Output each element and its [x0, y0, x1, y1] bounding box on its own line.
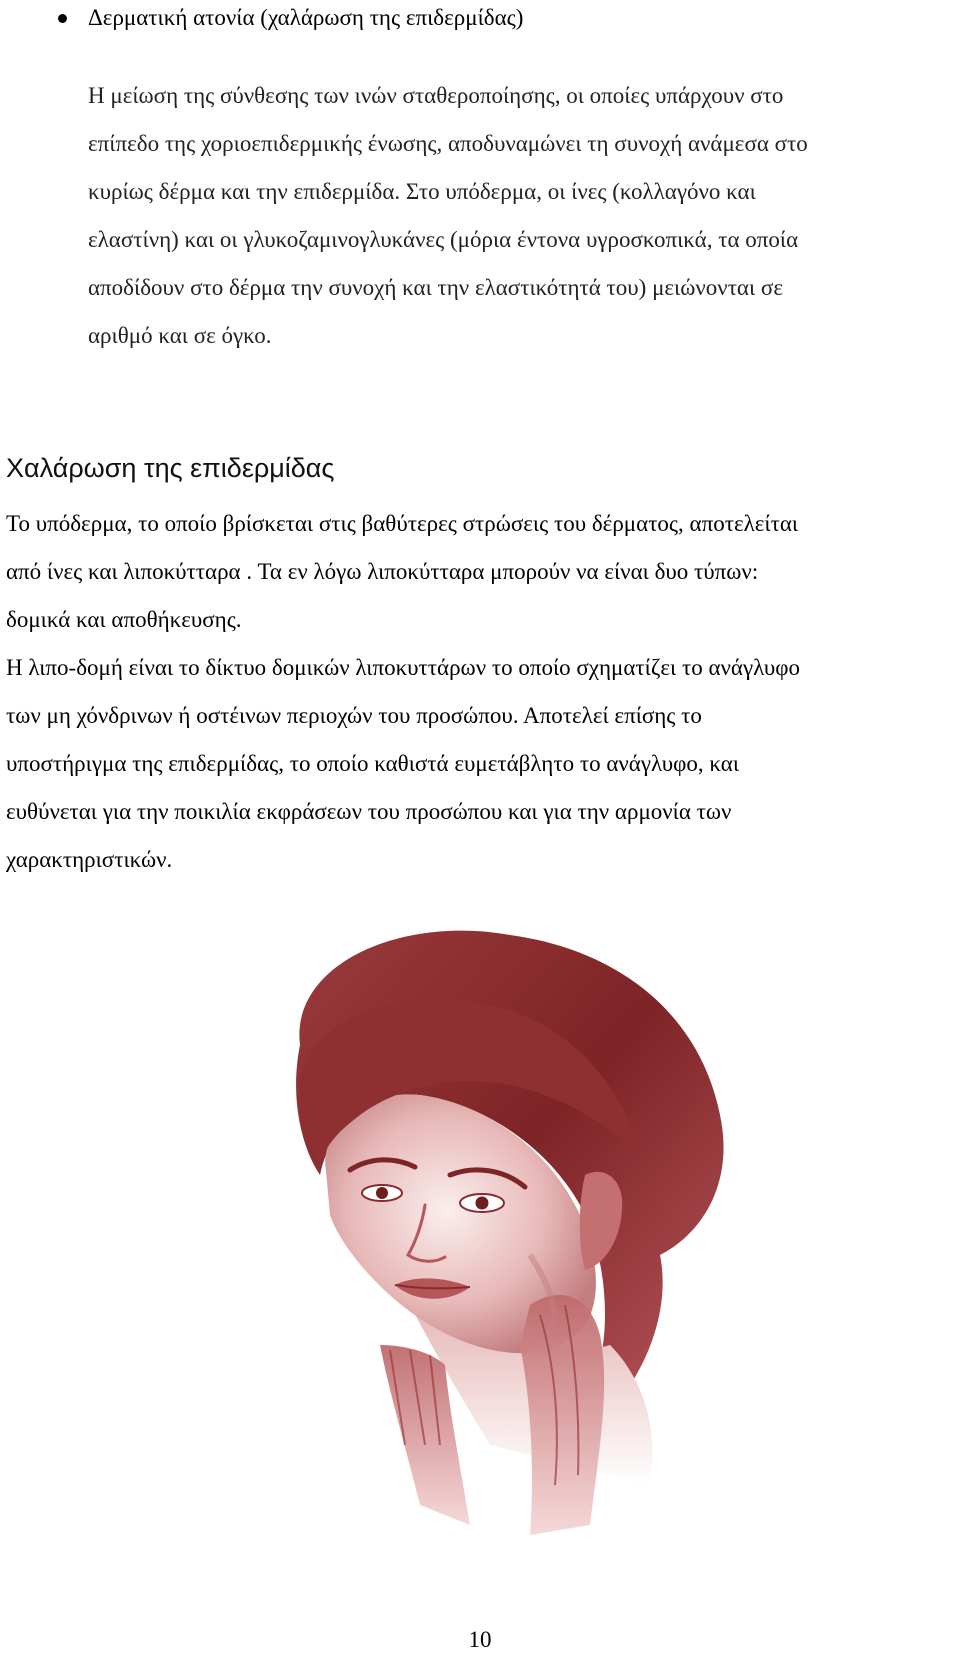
paragraph-line: Η μείωση της σύνθεσης των ινών σταθεροποίησης, οι οποίες υπάρχουν στο [88, 83, 784, 108]
paragraph-line: αποδίδουν στο δέρμα την συνοχή και την ελαστικότητά του) μειώνονται σε [88, 275, 783, 300]
section-heading: Χαλάρωση της επιδερμίδας [6, 453, 335, 483]
paragraph-line: Το υπόδερμα, το οποίο βρίσκεται στις βαθύτερες στρώσεις του δέρματος, αποτελείται [6, 511, 799, 536]
paragraph-lipo-structure [6, 644, 946, 884]
paragraph-line: επίπεδο της χοριοεπιδερμικής ένωσης, αποδυναμώνει τη συνοχή ανάμεσα στο [88, 131, 808, 156]
paragraph-line: ευθύνεται για την ποικιλία εκφράσεων του προσώπου και για την αρμονία των [6, 799, 732, 824]
paragraph-line: Η λιπο-δομή είναι το δίκτυο δομικών λιποκυττάρων το οποίο σχηματίζει το ανάγλυφο [6, 655, 801, 680]
paragraph-hypodermis [6, 500, 946, 644]
woman-portrait-illustration [230, 925, 790, 1575]
paragraph-line: δομικά και αποθήκευσης. [6, 607, 242, 632]
bullet-text: Δερματική ατονία (χαλάρωση της επιδερμίδας) [88, 5, 524, 30]
paragraph-line: χαρακτηριστικών. [6, 847, 173, 872]
bullet-dot-icon [58, 14, 67, 23]
page-number: 10 [468, 1627, 492, 1652]
paragraph-line: από ίνες και λιποκύτταρα . Τα εν λόγω λιποκύτταρα μπορούν να είναι δυο τύπων: [6, 559, 759, 584]
paragraph-dermal-atony [88, 72, 938, 360]
right-hand-shape [520, 1295, 604, 1535]
paragraph-line: των μη χόνδρινων ή οστέινων περιοχών του προσώπου. Αποτελεί επίσης το [6, 703, 702, 728]
paragraph-line: υποστήριγμα της επιδερμίδας, το οποίο καθιστά ευμετάβλητο το ανάγλυφο, και [6, 751, 740, 776]
paragraph-line: κυρίως δέρμα και την επιδερμίδα. Στο υπόδερμα, οι ίνες (κολλαγόνο και [88, 179, 756, 204]
paragraph-line: αριθμό και σε όγκο. [88, 323, 272, 348]
paragraph-line: ελαστίνη) και οι γλυκοζαμινογλυκάνες (μόρια έντονα υγροσκοπικά, τα οποία [88, 227, 799, 252]
bullet-item [50, 0, 930, 36]
